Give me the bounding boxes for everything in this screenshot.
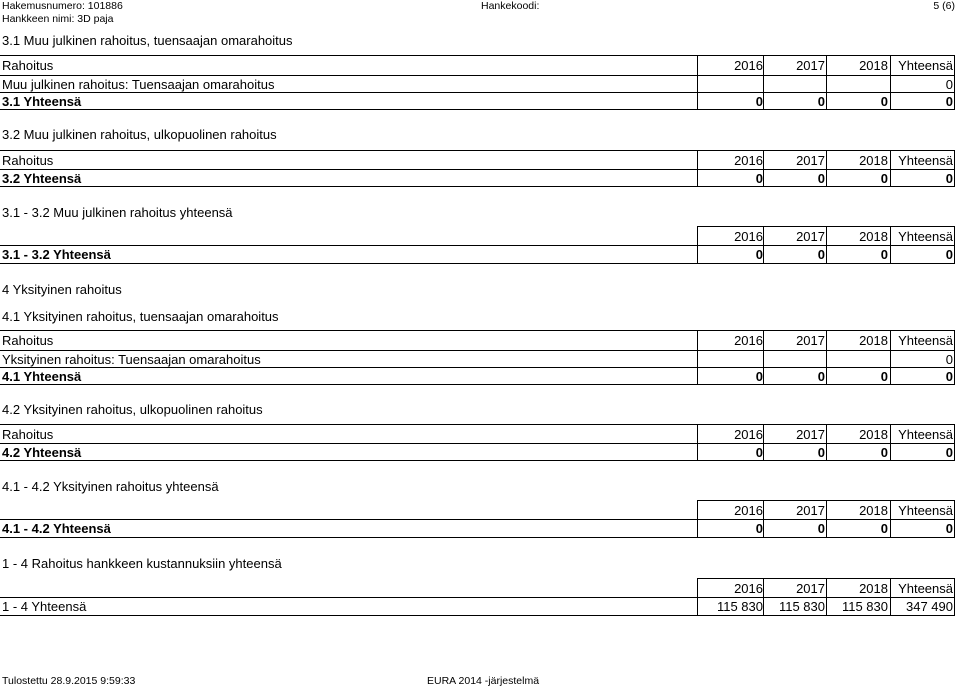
col-header-rahoitus: Rahoitus [2,333,54,348]
total-2018: 0 [880,445,888,460]
total-2017: 0 [817,171,825,186]
total-row [0,91,955,109]
total-row [0,244,955,262]
section-title-3-1: 3.1 Muu julkinen rahoitus, tuensaajan omarahoitus [2,33,293,48]
printed-timestamp: Tulostettu 28.9.2015 9:59:33 [2,675,136,687]
col-header-rahoitus: Rahoitus [2,58,54,73]
col-header-2018: 2018 [859,581,888,596]
table-1-4 [0,578,955,615]
total-2016: 0 [755,247,763,262]
total-2017: 0 [817,445,825,460]
total-row [0,366,955,384]
application-number: Hakemusnumero: 101886 [2,0,123,12]
total-row [0,442,955,460]
table-header-row [0,424,955,444]
total-total: 0 [945,369,953,384]
table-3-2 [0,150,955,186]
total-2017: 0 [817,94,825,109]
system-name: EURA 2014 -järjestelmä [427,675,540,687]
total-2016: 0 [755,369,763,384]
col-header-2017: 2017 [796,229,825,244]
total-label: 3.1 - 3.2 Yhteensä [2,247,111,262]
table-header-row [0,500,955,520]
section-title-1-4: 1 - 4 Rahoitus hankkeen kustannuksiin yhteensä [2,556,282,571]
table-row [0,349,955,367]
col-header-2017: 2017 [796,581,825,596]
total-label: 3.2 Yhteensä [2,171,82,186]
section-title-4: 4 Yksityinen rahoitus [2,282,122,297]
table-4-1 [0,330,955,385]
col-header-rahoitus: Rahoitus [2,153,54,168]
total-2017: 0 [817,369,825,384]
table-header-row [0,330,955,350]
row-label: Yksityinen rahoitus: Tuensaajan omarahoitus [2,352,261,367]
table-3-1-3-2 [0,226,955,263]
table-3-1 [0,55,955,110]
total-2016: 0 [755,94,763,109]
cell-total: 0 [945,77,953,92]
col-header-2018: 2018 [859,58,888,73]
total-2018: 0 [880,171,888,186]
project-name: Hankkeen nimi: 3D paja [2,13,114,25]
total-2018: 0 [880,94,888,109]
total-2017: 115 830 [778,599,825,614]
total-total: 0 [945,171,953,186]
total-row [0,596,955,614]
total-total: 0 [945,445,953,460]
col-header-total: Yhteensä [898,229,953,244]
col-header-2018: 2018 [859,427,888,442]
section-title-4-1: 4.1 Yksityinen rahoitus, tuensaajan omarahoitus [2,309,279,324]
col-header-2016: 2016 [734,581,763,596]
total-2018: 0 [880,369,888,384]
total-2018: 115 830 [841,599,888,614]
col-header-total: Yhteensä [898,333,953,348]
total-total: 0 [945,521,953,536]
col-header-2018: 2018 [859,153,888,168]
total-label: 4.1 Yhteensä [2,369,82,384]
total-2016: 0 [755,445,763,460]
total-2016: 0 [755,171,763,186]
total-label: 4.1 - 4.2 Yhteensä [2,521,111,536]
table-header-row [0,55,955,75]
total-2018: 0 [880,521,888,536]
total-2016: 0 [755,521,763,536]
total-total: 0 [945,247,953,262]
col-header-total: Yhteensä [898,427,953,442]
total-label: 1 - 4 Yhteensä [2,599,87,614]
section-title-4-2: 4.2 Yksityinen rahoitus, ulkopuolinen rahoitus [2,402,263,417]
col-header-2018: 2018 [859,333,888,348]
project-code: Hankekoodi: [481,0,540,12]
total-label: 4.2 Yhteensä [2,445,82,460]
col-header-2017: 2017 [796,333,825,348]
col-header-2016: 2016 [734,333,763,348]
col-header-rahoitus: Rahoitus [2,427,54,442]
table-row [0,74,955,92]
total-total: 0 [945,94,953,109]
table-4-1-4-2 [0,500,955,537]
row-label: Muu julkinen rahoitus: Tuensaajan omarahoitus [2,77,275,92]
col-header-total: Yhteensä [898,58,953,73]
total-label: 3.1 Yhteensä [2,94,82,109]
col-header-2017: 2017 [796,427,825,442]
col-header-2018: 2018 [859,503,888,518]
section-title-3-1-3-2: 3.1 - 3.2 Muu julkinen rahoitus yhteensä [2,205,233,220]
section-title-3-2: 3.2 Muu julkinen rahoitus, ulkopuolinen rahoitus [2,127,277,142]
cell-total: 0 [945,352,953,367]
total-2018: 0 [880,247,888,262]
col-header-total: Yhteensä [898,503,953,518]
col-header-2018: 2018 [859,229,888,244]
col-header-total: Yhteensä [898,153,953,168]
col-header-2016: 2016 [734,58,763,73]
table-header-row [0,578,955,598]
total-2017: 0 [817,521,825,536]
col-header-2016: 2016 [734,153,763,168]
table-4-2 [0,424,955,460]
section-title-4-1-4-2: 4.1 - 4.2 Yksityinen rahoitus yhteensä [2,479,219,494]
total-2017: 0 [817,247,825,262]
page-number: 5 (6) [933,0,955,12]
total-row [0,518,955,536]
col-header-2017: 2017 [796,58,825,73]
total-total: 347 490 [906,599,953,614]
col-header-2017: 2017 [796,153,825,168]
table-header-row [0,150,955,170]
total-2016: 115 830 [716,599,763,614]
col-header-2017: 2017 [796,503,825,518]
table-header-row [0,226,955,246]
col-header-2016: 2016 [734,427,763,442]
col-header-2016: 2016 [734,229,763,244]
total-row [0,168,955,186]
col-header-2016: 2016 [734,503,763,518]
col-header-total: Yhteensä [898,581,953,596]
